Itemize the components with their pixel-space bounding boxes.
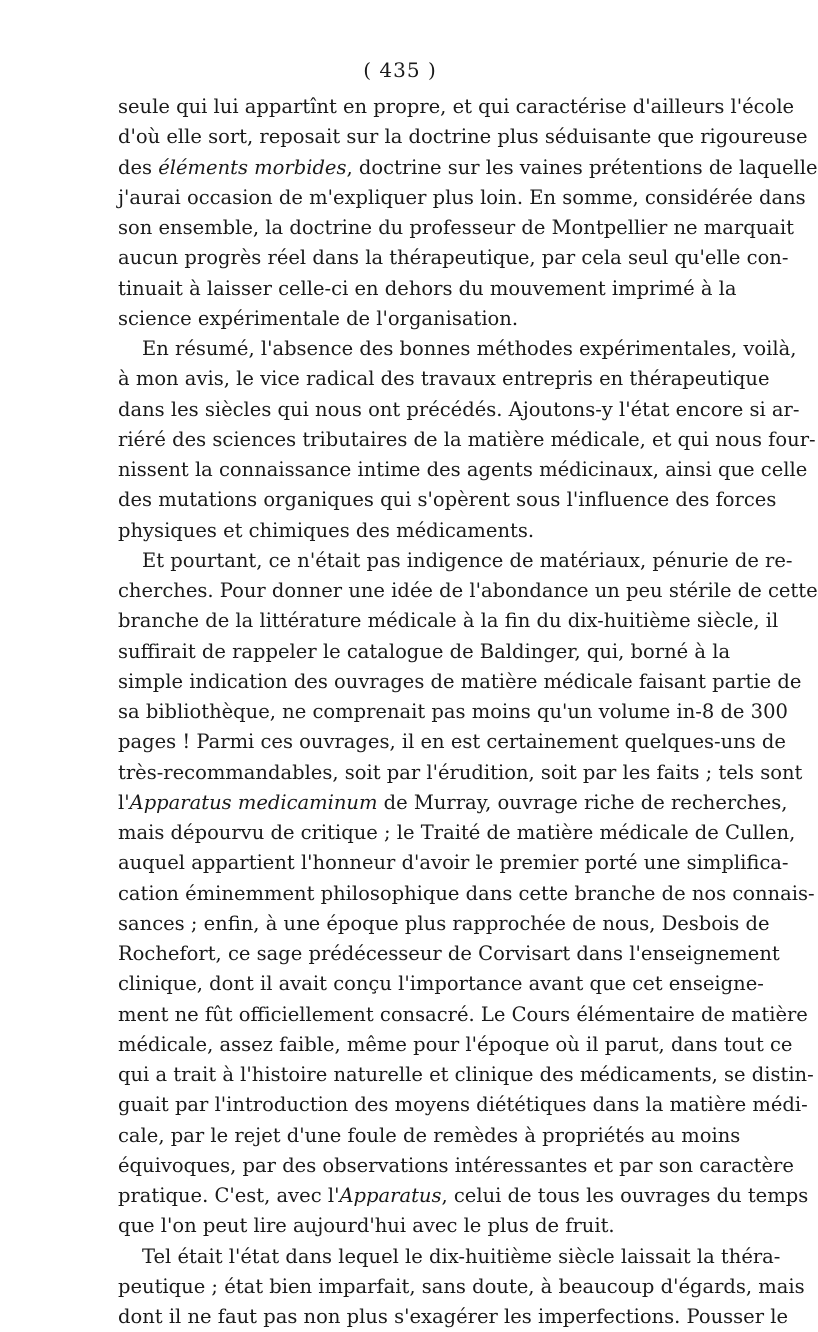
- text-span: Et pourtant, ce n'était pas indigence de matériaux, pénurie de re-: [142, 549, 793, 572]
- text-span: cherches. Pour donner une idée de l'abondance un peu stérile de cette: [118, 579, 818, 602]
- text-line: [118, 1030, 680, 1060]
- text-span: Rochefort, ce sage prédécesseur de Corvisart dans l'enseignement: [118, 942, 780, 965]
- text-span: l': [118, 791, 130, 814]
- text-span: pages ! Parmi ces ouvrages, il en est certainement quelques-uns de: [118, 730, 786, 753]
- text-line: [118, 576, 680, 606]
- text-span: dans les siècles qui nous ont précédés. Ajoutons-y l'état encore si ar-: [118, 398, 799, 421]
- text-line: [118, 546, 680, 576]
- text-line: [118, 788, 680, 818]
- text-line: [118, 1211, 680, 1241]
- text-line: [118, 969, 680, 999]
- text-span: de Murray, ouvrage riche de recherches,: [377, 791, 787, 814]
- text-span: nissent la connaissance intime des agents médicinaux, ainsi que celle: [118, 458, 807, 481]
- text-span: des mutations organiques qui s'opèrent sous l'influence des forces: [118, 488, 776, 511]
- text-line: [118, 758, 680, 788]
- text-line: [118, 637, 680, 667]
- body-text: [118, 92, 680, 1332]
- text-line: [118, 606, 680, 636]
- text-line: [118, 1151, 680, 1181]
- text-span: , doctrine sur les vaines prétentions de laquelle: [346, 156, 817, 179]
- text-span: sa bibliothèque, ne comprenait pas moins qu'un volume in-8 de 300: [118, 700, 788, 723]
- text-span: équivoques, par des observations intéressantes et par son caractère: [118, 1154, 794, 1177]
- text-line: [118, 939, 680, 969]
- text-span: cale, par le rejet d'une foule de remèdes à propriétés au moins: [118, 1124, 740, 1147]
- text-line: [118, 122, 680, 152]
- text-span: riéré des sciences tributaires de la matière médicale, et qui nous four-: [118, 428, 816, 451]
- text-line: [118, 667, 680, 697]
- text-line: [118, 727, 680, 757]
- text-span: mais dépourvu de critique ; le Traité de matière médicale de Cullen,: [118, 821, 795, 844]
- text-line: [118, 1060, 680, 1090]
- text-span: pratique. C'est, avec l': [118, 1184, 339, 1207]
- text-line: [118, 485, 680, 515]
- text-line: [118, 848, 680, 878]
- text-line: [118, 304, 680, 334]
- text-line: [118, 274, 680, 304]
- text-line: [118, 213, 680, 243]
- text-span: guait par l'introduction des moyens diététiques dans la matière médi-: [118, 1093, 808, 1116]
- text-span: sances ; enfin, à une époque plus rapprochée de nous, Desbois de: [118, 912, 769, 935]
- text-line: [118, 334, 680, 364]
- text-span: aucun progrès réel dans la thérapeutique, par cela seul qu'elle con-: [118, 246, 788, 269]
- text-line: [118, 92, 680, 122]
- text-span: très-recommandables, soit par l'érudition, soit par les faits ; tels sont: [118, 761, 802, 784]
- text-line: [118, 395, 680, 425]
- text-span: cation éminemment philosophique dans cette branche de nos connais-: [118, 882, 815, 905]
- text-span: suffirait de rappeler le catalogue de Baldinger, qui, borné à la: [118, 640, 730, 663]
- text-span: peutique ; état bien imparfait, sans doute, à beaucoup d'égards, mais: [118, 1275, 805, 1298]
- text-line: [118, 1000, 680, 1030]
- text-line: [118, 1272, 680, 1302]
- text-span: que l'on peut lire aujourd'hui avec le plus de fruit.: [118, 1214, 615, 1237]
- text-line: [118, 425, 680, 455]
- text-span: d'où elle sort, reposait sur la doctrine plus séduisante que rigoureuse: [118, 125, 808, 148]
- text-span: Tel était l'état dans lequel le dix-huitième siècle laissait la théra-: [142, 1245, 780, 1268]
- text-span: dont il ne faut pas non plus s'exagérer les imperfections. Pousser le: [118, 1305, 788, 1328]
- paragraph: [118, 334, 680, 546]
- paragraph: [118, 92, 680, 334]
- text-line: [118, 818, 680, 848]
- text-line: [118, 455, 680, 485]
- text-span: , celui de tous les ouvrages du temps: [441, 1184, 808, 1207]
- text-line: [118, 1302, 680, 1332]
- text-line: [118, 243, 680, 273]
- text-span: j'aurai occasion de m'expliquer plus loin. En somme, considérée dans: [118, 186, 806, 209]
- text-line: [118, 697, 680, 727]
- italic-text: Apparatus medicaminum: [130, 791, 378, 814]
- text-line: [118, 1121, 680, 1151]
- text-line: [118, 153, 680, 183]
- text-span: son ensemble, la doctrine du professeur de Montpellier ne marquait: [118, 216, 794, 239]
- text-span: physiques et chimiques des médicaments.: [118, 519, 534, 542]
- text-span: clinique, dont il avait conçu l'importance avant que cet enseigne-: [118, 972, 764, 995]
- page-number: ( 435 ): [0, 58, 800, 82]
- paragraph: [118, 546, 680, 1242]
- text-span: ment ne fût officiellement consacré. Le Cours élémentaire de matière: [118, 1003, 808, 1026]
- text-line: [118, 1242, 680, 1272]
- text-line: [118, 1181, 680, 1211]
- text-span: qui a trait à l'histoire naturelle et clinique des médicaments, se distin-: [118, 1063, 814, 1086]
- italic-text: Apparatus: [339, 1184, 441, 1207]
- text-line: [118, 364, 680, 394]
- paragraph: [118, 1242, 680, 1332]
- text-span: En résumé, l'absence des bonnes méthodes expérimentales, voilà,: [142, 337, 796, 360]
- italic-text: éléments morbides: [158, 156, 346, 179]
- text-span: auquel appartient l'honneur d'avoir le premier porté une simplifica-: [118, 851, 788, 874]
- text-span: tinuait à laisser celle-ci en dehors du mouvement imprimé à la: [118, 277, 737, 300]
- text-line: [118, 183, 680, 213]
- text-span: médicale, assez faible, même pour l'époque où il parut, dans tout ce: [118, 1033, 792, 1056]
- text-span: simple indication des ouvrages de matière médicale faisant partie de: [118, 670, 801, 693]
- text-span: à mon avis, le vice radical des travaux entrepris en thérapeutique: [118, 367, 770, 390]
- text-line: [118, 1090, 680, 1120]
- text-span: seule qui lui appartînt en propre, et qui caractérise d'ailleurs l'école: [118, 95, 794, 118]
- text-span: des: [118, 156, 158, 179]
- text-line: [118, 909, 680, 939]
- text-line: [118, 879, 680, 909]
- text-line: [118, 516, 680, 546]
- text-span: science expérimentale de l'organisation.: [118, 307, 518, 330]
- text-span: branche de la littérature médicale à la fin du dix-huitième siècle, il: [118, 609, 778, 632]
